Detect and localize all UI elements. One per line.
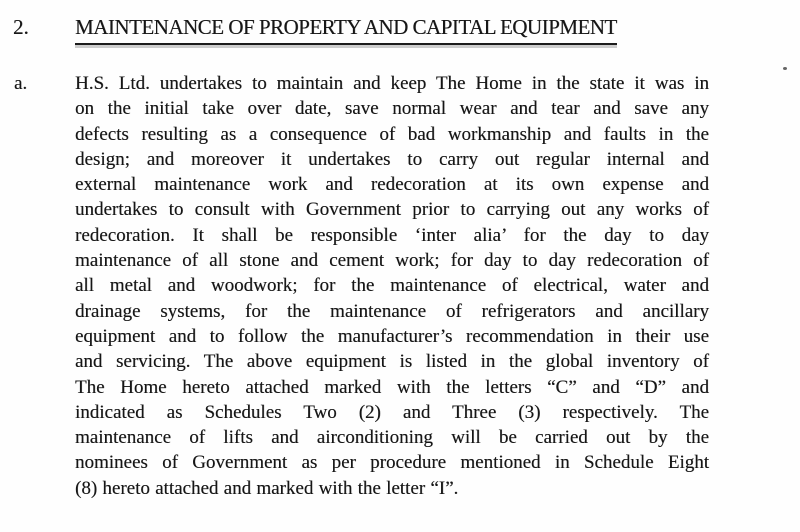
paragraph-line: defects resulting as a consequence of bad workmanship and faults in the (75, 123, 709, 145)
paragraph-line: equipment and to follow the manufacturer’s recommendation in their use (75, 325, 709, 347)
paragraph-line: external maintenance work and redecoration at its own expense and (75, 174, 709, 196)
paragraph-line: H.S. Ltd. undertakes to maintain and keep The Home in the state it was in (75, 73, 709, 94)
paragraph-line: all metal and woodwork; for the maintenance of electrical, water and (75, 275, 709, 297)
paragraph-line: indicated as Schedules Two (2) and Three (3) respectively. The (75, 401, 709, 423)
paragraph-line: and servicing. The above equipment is listed in the global inventory of (75, 351, 709, 373)
paragraph-line: redecoration. It shall be responsible ‘inter alia’ for the day to day (75, 224, 709, 246)
clause-marker: a. (14, 73, 28, 94)
paragraph-line: nominees of Government as per procedure mentioned in Schedule Eight (75, 452, 709, 474)
paragraph-line: design; and moreover it undertakes to carry out regular internal and (75, 148, 709, 170)
paragraph-line: (8) hereto attached and marked with the letter “I”. (75, 477, 459, 499)
paragraph-line: The Home hereto attached marked with the letters “C” and “D” and (75, 376, 709, 398)
paragraph-line: maintenance of all stone and cement work; for day to day redecoration of (75, 250, 709, 272)
paragraph-line: on the initial take over date, save normal wear and tear and save any (75, 98, 709, 120)
paragraph-line: drainage systems, for the maintenance of refrigerators and ancillary (75, 300, 709, 322)
paragraph-line: undertakes to consult with Government prior to carrying out any works of (75, 199, 709, 221)
section-title: MAINTENANCE OF PROPERTY AND CAPITAL EQUIPMENT (75, 14, 617, 45)
paragraph-line: maintenance of lifts and airconditioning will be carried out by the (75, 427, 709, 449)
scan-artifact-dot (783, 67, 787, 70)
clause-paragraph (75, 71, 709, 501)
section-number: 2. (13, 15, 29, 39)
